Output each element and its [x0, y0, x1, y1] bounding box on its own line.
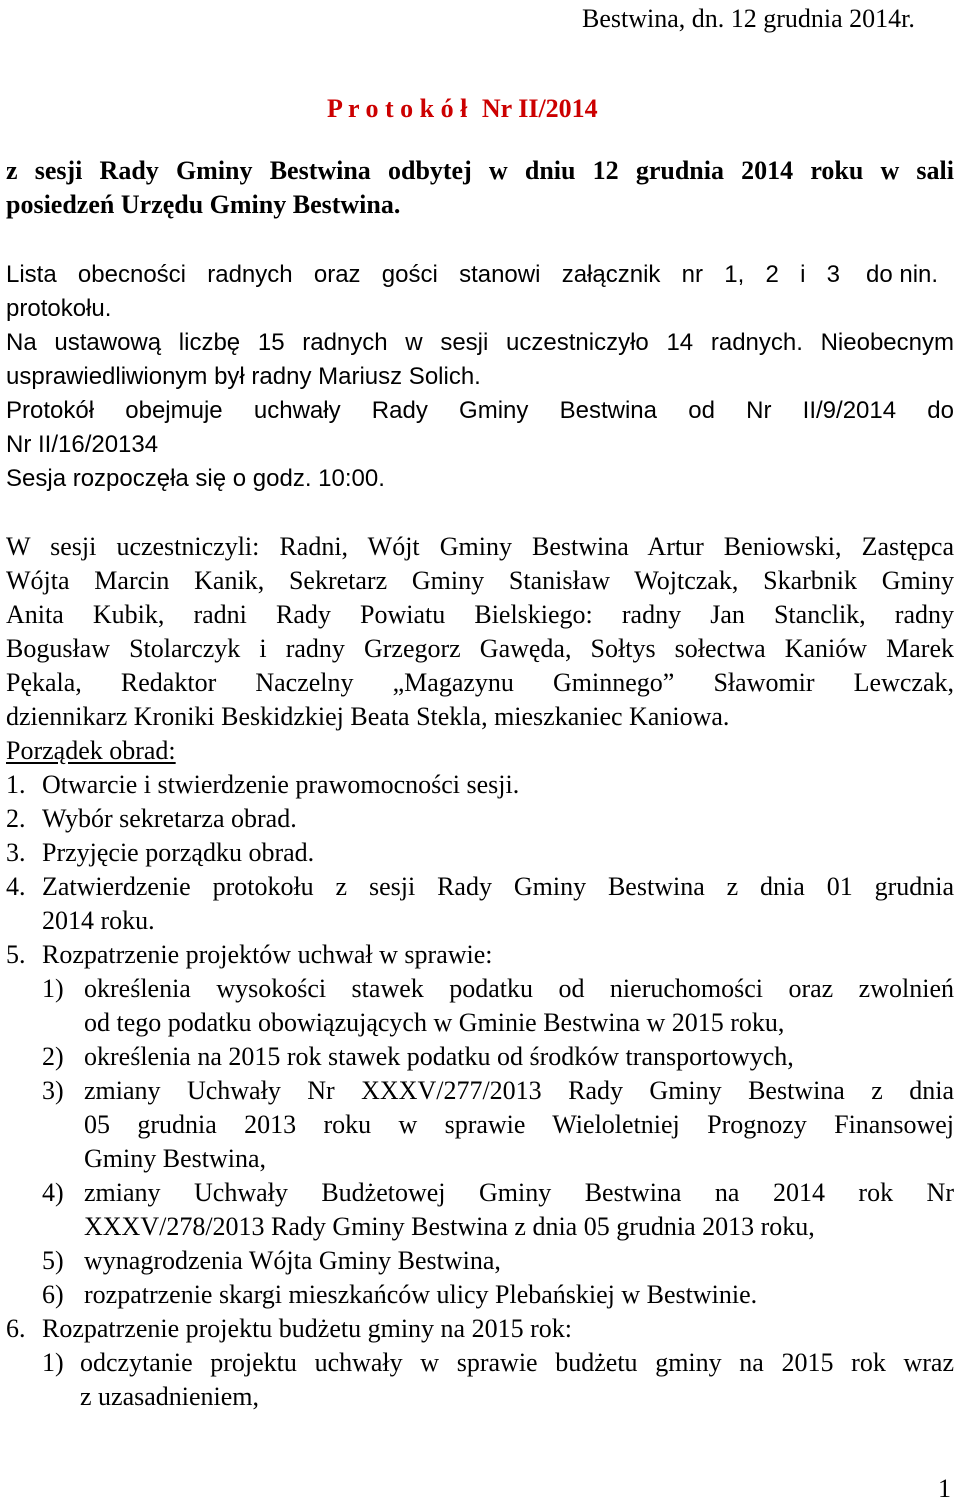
sub-item-text-cont: 05 grudnia 2013 roku w sprawie Wieloletniej Prognozy Finansowej	[84, 1110, 954, 1139]
place-date: Bestwina, dn. 12 grudnia 2014r.	[582, 4, 915, 33]
council-count-line-2: usprawiedliwionym był radny Mariusz Solich.	[6, 363, 481, 390]
agenda-item-number: 2.	[6, 804, 26, 833]
agenda-item-text-cont: 2014 roku.	[42, 906, 155, 935]
subtitle-line-1: z sesji Rady Gminy Bestwina odbytej w dniu 12 grudnia 2014 roku w sali	[6, 156, 954, 185]
sub-item-text: zmiany Uchwały Nr XXXV/277/2013 Rady Gminy Bestwina z dnia	[84, 1076, 954, 1105]
resolutions-line-2: Nr II/16/20134	[6, 431, 159, 458]
sub-item-text-cont: Gminy Bestwina,	[84, 1144, 266, 1173]
sub-item-text-cont: z uzasadnieniem,	[80, 1382, 260, 1411]
attendance-line-1-end: do nin.	[866, 261, 939, 288]
sub-item-text-cont: XXXV/278/2013 Rady Gminy Bestwina z dnia 05 grudnia 2013 roku,	[84, 1212, 815, 1241]
sub-item-number: 3)	[42, 1076, 64, 1105]
session-start: Sesja rozpoczęła się o godz. 10:00.	[6, 465, 385, 492]
agenda-item-number: 5.	[6, 940, 26, 969]
resolutions-line-1: Protokół obejmuje uchwały Rady Gminy Bestwina od Nr II/9/2014 do	[6, 397, 954, 424]
sub-item-number: 2)	[42, 1042, 64, 1071]
document-title	[327, 92, 598, 126]
sub-item-text-cont: od tego podatku obowiązujących w Gminie Bestwina w 2015 roku,	[84, 1008, 785, 1037]
participants-line-1: W sesji uczestniczyli: Radni, Wójt Gminy Bestwina Artur Beniowski, Zastępca	[6, 532, 954, 561]
agenda-item-text: Przyjęcie porządku obrad.	[42, 838, 315, 867]
title-number: Nr II/2014	[481, 94, 598, 123]
sub-item-number: 6)	[42, 1280, 64, 1309]
agenda-item-text: Zatwierdzenie protokołu z sesji Rady Gminy Bestwina z dnia 01 grudnia	[42, 872, 954, 901]
agenda-item-text: Wybór sekretarza obrad.	[42, 804, 297, 833]
agenda-heading: Porządek obrad:	[6, 736, 176, 765]
agenda-item-number: 6.	[6, 1314, 26, 1343]
agenda-item-text: Rozpatrzenie projektu budżetu gminy na 2015 rok:	[42, 1314, 572, 1343]
sub-item-text: zmiany Uchwały Budżetowej Gminy Bestwina na 2014 rok Nr	[84, 1178, 954, 1207]
agenda-item-text: Otwarcie i stwierdzenie prawomocności sesji.	[42, 770, 520, 799]
sub-item-text: określenia wysokości stawek podatku od nieruchomości oraz zwolnień	[84, 974, 954, 1003]
participants-line-6: dziennikarz Kroniki Beskidzkiej Beata Stekla, mieszkaniec Kaniowa.	[6, 702, 730, 731]
sub-item-text: wynagrodzenia Wójta Gminy Bestwina,	[84, 1246, 501, 1275]
title-prefix: P r o t o k ó ł	[327, 94, 468, 123]
sub-item-number: 1)	[42, 1348, 64, 1377]
sub-item-number: 4)	[42, 1178, 64, 1207]
agenda-item-number: 4.	[6, 872, 26, 901]
council-count-line-1: Na ustawową liczbę 15 radnych w sesji uczestniczyło 14 radnych. Nieobecnym	[6, 329, 954, 356]
sub-item-text: określenia na 2015 rok stawek podatku od środków transportowych,	[84, 1042, 794, 1071]
attendance-line-2: protokołu.	[6, 295, 112, 322]
agenda-item-number: 3.	[6, 838, 26, 867]
page-number: 1	[938, 1474, 951, 1503]
participants-line-4: Bogusław Stolarczyk i radny Grzegorz Gawęda, Sołtys sołectwa Kaniów Marek	[6, 634, 954, 663]
sub-item-text: rozpatrzenie skargi mieszkańców ulicy Plebańskiej w Bestwinie.	[84, 1280, 758, 1309]
participants-line-3: Anita Kubik, radni Rady Powiatu Bielskiego: radny Jan Stanclik, radny	[6, 600, 954, 629]
agenda-item-number: 1.	[6, 770, 26, 799]
participants-line-2: Wójta Marcin Kanik, Sekretarz Gminy Stanisław Wojtczak, Skarbnik Gminy	[6, 566, 954, 595]
sub-item-number: 1)	[42, 974, 64, 1003]
agenda-item-text: Rozpatrzenie projektów uchwał w sprawie:	[42, 940, 493, 969]
participants-line-5: Pękala, Redaktor Naczelny „Magazynu Gminnego” Sławomir Lewczak,	[6, 668, 954, 697]
subtitle-line-2: posiedzeń Urzędu Gminy Bestwina.	[6, 190, 401, 219]
sub-item-number: 5)	[42, 1246, 64, 1275]
attendance-line-1: Lista obecności radnych oraz gości stanowi załącznik nr 1, 2 i 3	[6, 261, 840, 288]
sub-item-text: odczytanie projektu uchwały w sprawie budżetu gminy na 2015 rok wraz	[80, 1348, 954, 1377]
